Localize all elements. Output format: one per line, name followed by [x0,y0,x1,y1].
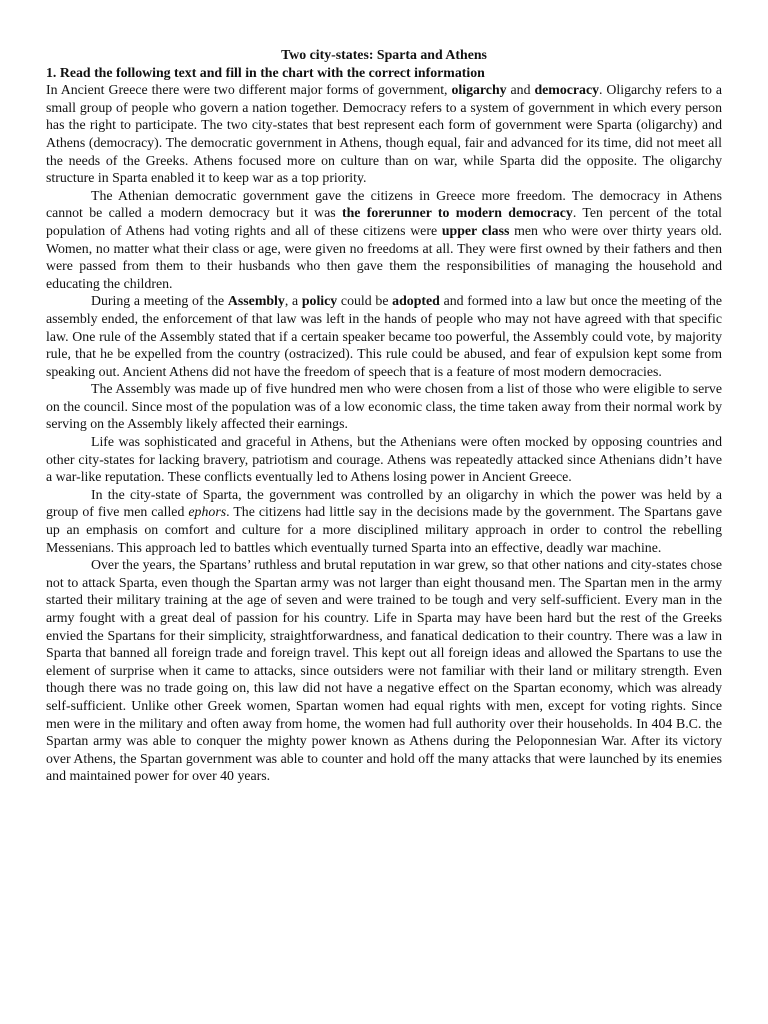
text-run: In Ancient Greece there were two different major forms of government, [46,82,452,98]
bold-term: adopted [392,293,440,309]
body-paragraph [46,433,722,486]
text-run: and [506,82,535,98]
text-run: could be [337,293,393,309]
body-text [46,81,722,785]
text-run: During a meeting of the [91,293,228,309]
exercise-instruction: 1. Read the following text and fill in the chart with the correct information [46,64,485,80]
document-page [46,46,722,785]
text-run: , a [284,293,302,309]
text-run: In the city-state of Sparta, the government was controlled by an oligarchy in which the power was held by a group of five men called [46,486,722,520]
document-title: Two city-states: Sparta and Athens [281,47,487,62]
text-run: Life was sophisticated and graceful in Athens, but the Athenians were often mocked by opposing countries and other city-states for lacking bravery, patriotism and courage. Athens was repeatedly attacked since Athenians didn’t have a war-like reputation. These conflicts eventually led to Athens losing power in Ancient Greece. [46,434,722,485]
text-run: The Athenian democratic government gave the citizens in Greece more freedom. The democracy in Athens cannot be called a modern democracy but it was [46,187,722,221]
bold-term: upper class [441,222,510,238]
text-run: The Assembly was made up of five hundred men who were chosen from a list of those who were eligible to serve on the council. Since most of the population was of a low economic class, the time taken away from their normal work by serving on the Assembly likely affected their earnings. [46,381,722,432]
text-run: men who were over thirty years old. Women, no matter what their class or age, were given no freedoms at all. They were first owned by their fathers and then were passed from them to their husbands who then gave them the responsibilities of managing the household and educating the children. [46,222,722,291]
body-paragraph [46,380,722,433]
bold-term: Assembly [227,293,285,309]
text-run: . The citizens had little say in the decisions made by the government. The Spartans gave up an emphasis on comfort and culture for a more disciplined military approach in order to control the rebelling Messenians. This approach led to battles which eventually turned Sparta into an effective, deadly war machine. [46,504,722,555]
text-run: . Oligarchy refers to a small group of people who govern a nation together. Democracy refers to a system of government in which every person has the right to participate. The two city-states that best represent each form of government were Sparta (oligarchy) and Athens (democracy). The democratic government in Athens, though equal, fair and advanced for its time, did not meet all the needs of the Greeks. Athens focused more on culture than on war, while Sparta did the opposite. The oligarchy structure in Sparta enabled it to keep war as a top priority. [46,82,722,186]
bold-term: policy [301,293,338,309]
bold-term: democracy [534,82,600,98]
italic-term: ephors [188,504,227,520]
body-paragraph [46,486,722,556]
bold-term: the forerunner to modern democracy [341,205,573,221]
body-paragraph [46,187,722,293]
bold-term: oligarchy [451,82,507,98]
text-run: and formed into a law but once the meeting of the assembly ended, the enforcement of that law was left in the hands of people who may not have agreed with that specific law. One rule of the Assembly stated that if a certain speaker became too powerful, the Assembly could vote, by majority rule, that he be expelled from the country (ostracized). This rule could be abused, and fear of expulsion kept some from speaking out. Ancient Athens did not have the freedom of speech that is a feature of most modern democracies. [46,293,722,379]
text-run: Over the years, the Spartans’ ruthless and brutal reputation in war grew, so that other nations and city-states chose not to attack Sparta, even though the Spartan army was not larger than eight thousand men. The Spartan men in the army started their military training at the age of seven and were trained to be tough and very self-sufficient. Every man in the army fought with a great deal of passion for his country. Life in Sparta may have been hard but the rest of the Greeks envied the Spartans for their simplicity, straightforwardness, and fanatical dedication to their country. There was a law in Sparta that banned all foreign trade and foreign travel. This kept out all foreign ideas and allowed the Spartans to use the element of surprise when it came to attacks, since outsiders were not familiar with their land or military strength. Even though there was no trade going on, this law did not have a negative effect on the Spartan economy, which was already self-sufficient. Unlike other Greek women, Spartan women had equal rights with men, except for voting rights. Since men were in the military and often away from home, the women had full authority over their households. In 404 B.C. the Spartan army was able to conquer the mighty power known as Athens during the Peloponnesian War. After its victory over Athens, the Spartan government was able to counter and hold off the many attacks that were launched by its enemies and maintained power for over 40 years. [46,557,722,784]
text-run: . Ten percent of the total population of Athens had voting rights and all of these citizens were [46,205,722,238]
body-paragraph [46,292,722,380]
body-paragraph [46,556,722,785]
body-paragraph [46,81,722,187]
